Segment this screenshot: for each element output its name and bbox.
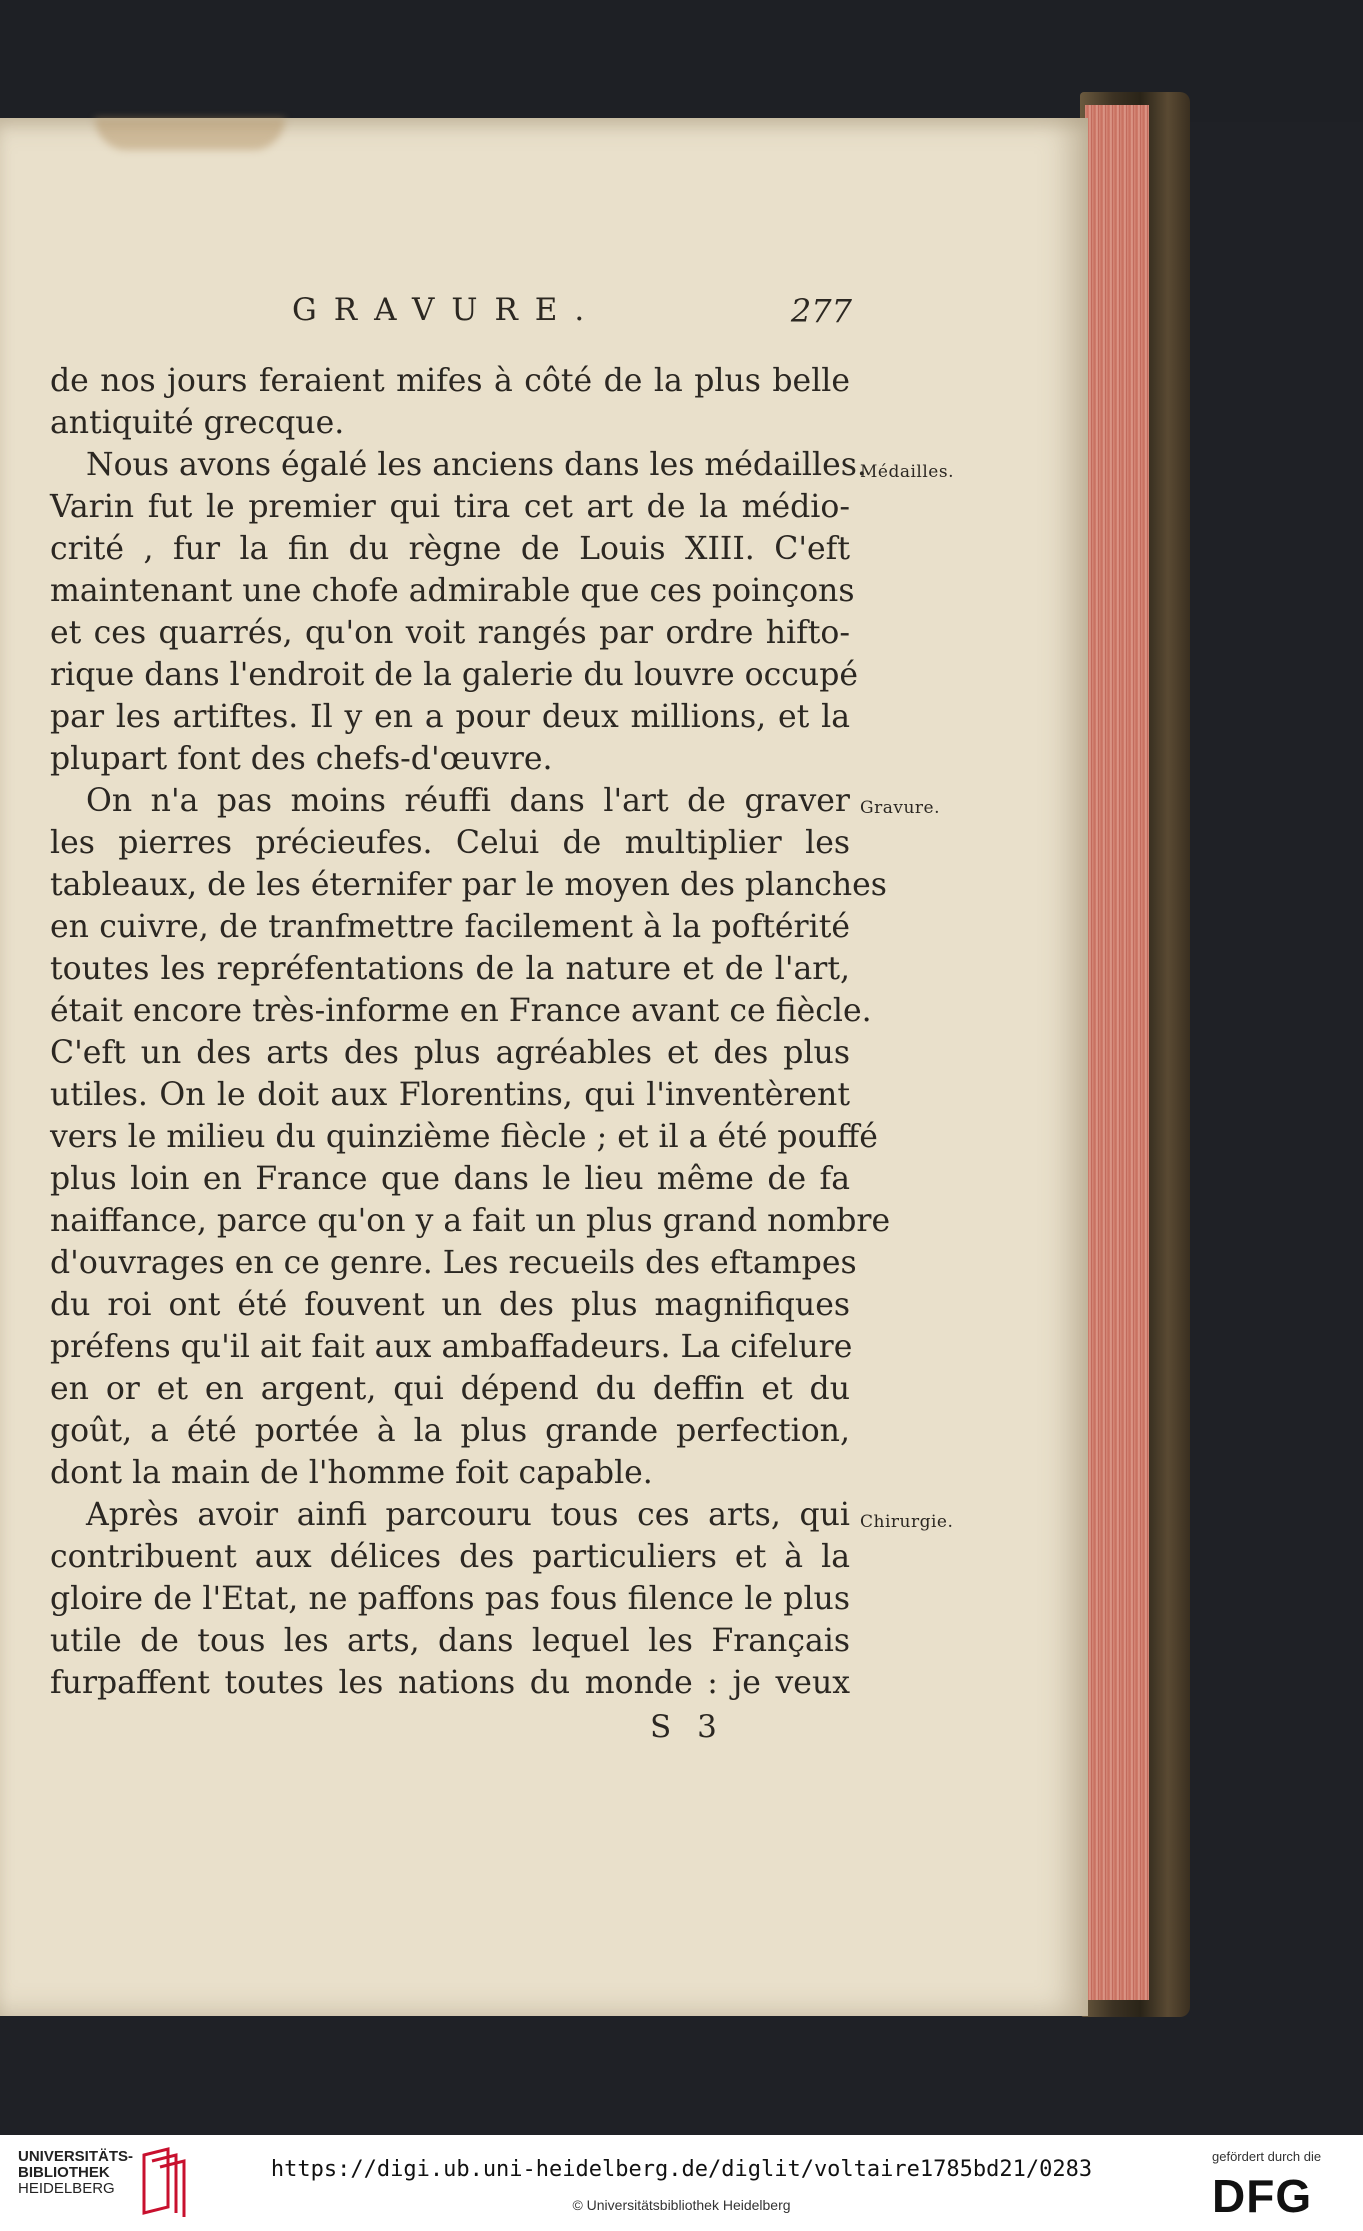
library-name-line2: BIBLIOTHEK bbox=[18, 2164, 110, 2181]
library-name-line1: UNIVERSITÄTS- bbox=[18, 2148, 134, 2165]
text-line: C'eft un des arts des plus agréables et des plus bbox=[50, 1035, 850, 1071]
copyright-text: © Universitätsbibliothek Heidelberg bbox=[572, 2197, 791, 2213]
library-name-line3: HEIDELBERG bbox=[18, 2180, 115, 2197]
text-line: Nous avons égalé les anciens dans les médailles. bbox=[86, 447, 867, 483]
text-line: goût, a été portée à la plus grande perfection, bbox=[50, 1413, 850, 1449]
signature-mark: S 3 bbox=[650, 1709, 725, 1745]
text-line: du roi ont été fouvent un des plus magnifiques bbox=[50, 1287, 850, 1323]
text-line: préfens qu'il ait fait aux ambaffadeurs. La cifelure bbox=[50, 1329, 853, 1365]
text-line: contribuent aux délices des particuliers et à la bbox=[50, 1539, 850, 1575]
text-line: gloire de l'Etat, ne paffons pas fous filence le plus bbox=[50, 1581, 850, 1617]
text-line: vers le milieu du quinzième fiècle ; et il a été pouffé bbox=[50, 1119, 878, 1155]
marginal-note-medailles: Médailles. bbox=[860, 462, 954, 482]
text-line: rique dans l'endroit de la galerie du louvre occupé bbox=[50, 657, 859, 693]
text-line: furpaffent toutes les nations du monde : je veux bbox=[50, 1665, 850, 1701]
text-line: par les artiftes. Il y en a pour deux millions, et la bbox=[50, 699, 850, 735]
text-line: utiles. On le doit aux Florentins, qui l'inventèrent bbox=[50, 1077, 850, 1113]
text-line: tableaux, de les éternifer par le moyen des planches bbox=[50, 867, 887, 903]
running-head bbox=[292, 292, 852, 342]
text-line: les pierres précieufes. Celui de multiplier les bbox=[50, 825, 850, 861]
text-line: naiffance, parce qu'on y a fait un plus grand nombre bbox=[50, 1203, 891, 1239]
text-line: antiquité grecque. bbox=[50, 405, 345, 441]
text-line: en or et en argent, qui dépend du deffin et du bbox=[50, 1371, 850, 1407]
body-text bbox=[50, 360, 891, 1704]
text-line: dont la main de l'homme foit capable. bbox=[50, 1455, 653, 1491]
dfg-logo[interactable]: DFG bbox=[1212, 2170, 1313, 2222]
red-page-edges bbox=[1085, 105, 1149, 2000]
text-line: en cuivre, de tranfmettre facilement à la poftérité bbox=[50, 909, 850, 945]
marginal-note-gravure: Gravure. bbox=[860, 798, 940, 818]
text-line: crité , fur la fin du règne de Louis XIII. C'eft bbox=[50, 531, 850, 567]
footer-bar bbox=[0, 2135, 1363, 2231]
text-line: On n'a pas moins réuffi dans l'art de graver bbox=[86, 783, 850, 819]
text-line: plupart font des chefs-d'œuvre. bbox=[50, 741, 553, 777]
text-line: et ces quarrés, qu'on voit rangés par ordre hifto- bbox=[50, 615, 850, 651]
text-line: utile de tous les arts, dans lequel les Français bbox=[50, 1623, 850, 1659]
funding-label: gefördert durch die bbox=[1212, 2149, 1322, 2164]
running-head-title: GRAVURE. bbox=[292, 292, 602, 328]
text-line: de nos jours feraient mifes à côté de la plus belle bbox=[50, 363, 850, 399]
text-line: Après avoir ainfi parcouru tous ces arts, qui bbox=[86, 1497, 850, 1533]
page-number: 277 bbox=[790, 292, 852, 330]
text-line: d'ouvrages en ce genre. Les recueils des eftampes bbox=[50, 1245, 857, 1281]
marginal-note-chirurgie: Chirurgie. bbox=[860, 1512, 954, 1532]
paper-stain bbox=[95, 118, 285, 150]
document-url-link[interactable]: https://digi.ub.uni-heidelberg.de/diglit/voltaire1785bd21/0283 bbox=[270, 2157, 1093, 2182]
text-line: était encore très-informe en France avant ce fiècle. bbox=[50, 993, 872, 1029]
text-line: maintenant une chofe admirable que ces poinçons bbox=[50, 573, 855, 609]
text-line: plus loin en France que dans le lieu même de fa bbox=[50, 1161, 850, 1197]
text-line: toutes les repréfentations de la nature et de l'art, bbox=[50, 951, 850, 987]
text-line: Varin fut le premier qui tira cet art de la médio- bbox=[50, 489, 850, 525]
